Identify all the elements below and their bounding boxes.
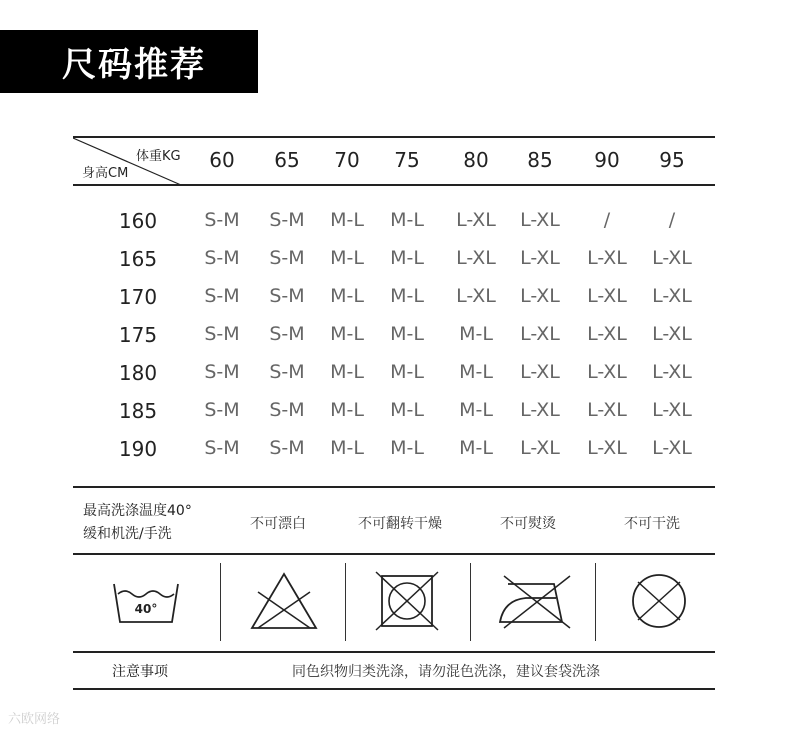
size-cell: M-L [459, 323, 493, 345]
size-cell: S-M [269, 247, 305, 269]
size-cell: L-XL [587, 399, 627, 421]
size-cell: L-XL [652, 285, 692, 307]
notes-text: 同色织物归类洗涤，请勿混色洗涤，建议套袋洗涤 [292, 664, 600, 680]
wash-temp-text: 40° [134, 602, 158, 616]
height-label: 175 [118, 323, 158, 347]
size-cell: S-M [204, 285, 240, 307]
size-cell: L-XL [520, 285, 560, 307]
no-iron-label: 不可熨烫 [500, 516, 556, 532]
no-bleach-icon [248, 570, 320, 632]
size-cell: M-L [330, 323, 364, 345]
care-divider-rule [73, 553, 715, 555]
size-cell: L-XL [520, 361, 560, 383]
no-tumble-dry-icon [374, 570, 440, 632]
size-cell: L-XL [587, 323, 627, 345]
size-cell: / [603, 209, 611, 231]
no-tumble-dry-label: 不可翻转干燥 [358, 516, 442, 532]
size-cell: L-XL [520, 247, 560, 269]
size-cell: M-L [390, 209, 424, 231]
weight-header: 60 [209, 148, 235, 172]
icon-separator [220, 563, 221, 641]
size-cell: M-L [330, 399, 364, 421]
size-cell: S-M [269, 323, 305, 345]
size-cell: L-XL [652, 437, 692, 459]
size-cell: L-XL [456, 209, 496, 231]
size-cell: S-M [204, 437, 240, 459]
size-cell: L-XL [520, 399, 560, 421]
watermark: 六欧网络 [8, 712, 61, 727]
size-cell: L-XL [652, 361, 692, 383]
size-cell: M-L [459, 437, 493, 459]
table-bottom-rule [73, 486, 715, 488]
size-cell: M-L [390, 323, 424, 345]
footer-bottom-rule [73, 688, 715, 690]
size-cell: M-L [459, 399, 493, 421]
wash-instruction [83, 500, 192, 546]
size-cell: L-XL [587, 285, 627, 307]
weight-header: 75 [394, 148, 420, 172]
size-cell: M-L [330, 437, 364, 459]
size-cell: M-L [390, 247, 424, 269]
weight-header: 80 [463, 148, 489, 172]
corner-height-label: 身高CM [82, 166, 129, 181]
wash-instruction-line2: 缓和机洗/手洗 [83, 526, 172, 542]
size-cell: M-L [390, 285, 424, 307]
size-cell: M-L [390, 437, 424, 459]
size-cell: S-M [204, 323, 240, 345]
size-cell: L-XL [652, 323, 692, 345]
height-label: 185 [118, 399, 158, 423]
size-cell: L-XL [652, 399, 692, 421]
size-cell: M-L [459, 361, 493, 383]
size-cell: M-L [330, 209, 364, 231]
icon-separator [470, 563, 471, 641]
corner-weight-label: 体重KG [136, 149, 181, 164]
no-iron-icon [496, 570, 576, 632]
icons-bottom-rule [73, 651, 715, 653]
weight-header: 95 [659, 148, 685, 172]
size-cell: S-M [269, 209, 305, 231]
height-label: 165 [118, 247, 158, 271]
no-bleach-label: 不可漂白 [250, 516, 306, 532]
size-cell: M-L [330, 285, 364, 307]
page-title: 尺码推荐 [0, 30, 258, 93]
size-cell: L-XL [520, 437, 560, 459]
no-dry-clean-icon [626, 570, 692, 632]
size-cell: S-M [204, 247, 240, 269]
size-cell: L-XL [587, 437, 627, 459]
size-cell: S-M [269, 285, 305, 307]
weight-header: 85 [527, 148, 553, 172]
size-cell: S-M [269, 399, 305, 421]
height-label: 190 [118, 437, 158, 461]
size-cell: S-M [204, 361, 240, 383]
height-label: 180 [118, 361, 158, 385]
size-cell: S-M [204, 399, 240, 421]
size-cell: S-M [269, 437, 305, 459]
wash-instruction-line1: 最高洗涤温度40° [83, 503, 192, 519]
size-cell: L-XL [456, 247, 496, 269]
height-label: 170 [118, 285, 158, 309]
no-dry-clean-label: 不可干洗 [624, 516, 680, 532]
size-cell: L-XL [456, 285, 496, 307]
size-cell: L-XL [652, 247, 692, 269]
icon-separator [595, 563, 596, 641]
size-cell: M-L [330, 361, 364, 383]
size-cell: M-L [390, 399, 424, 421]
height-label: 160 [118, 209, 158, 233]
icon-separator [345, 563, 346, 641]
size-cell: L-XL [520, 323, 560, 345]
size-cell: L-XL [587, 361, 627, 383]
size-cell: L-XL [520, 209, 560, 231]
size-cell: S-M [204, 209, 240, 231]
weight-header: 65 [274, 148, 300, 172]
wash-tub-icon [108, 570, 184, 630]
notes-label: 注意事项 [112, 664, 168, 680]
size-cell: S-M [269, 361, 305, 383]
weight-header: 70 [334, 148, 360, 172]
weight-header: 90 [594, 148, 620, 172]
size-cell: L-XL [587, 247, 627, 269]
size-cell: / [668, 209, 676, 231]
size-cell: M-L [390, 361, 424, 383]
size-cell: M-L [330, 247, 364, 269]
